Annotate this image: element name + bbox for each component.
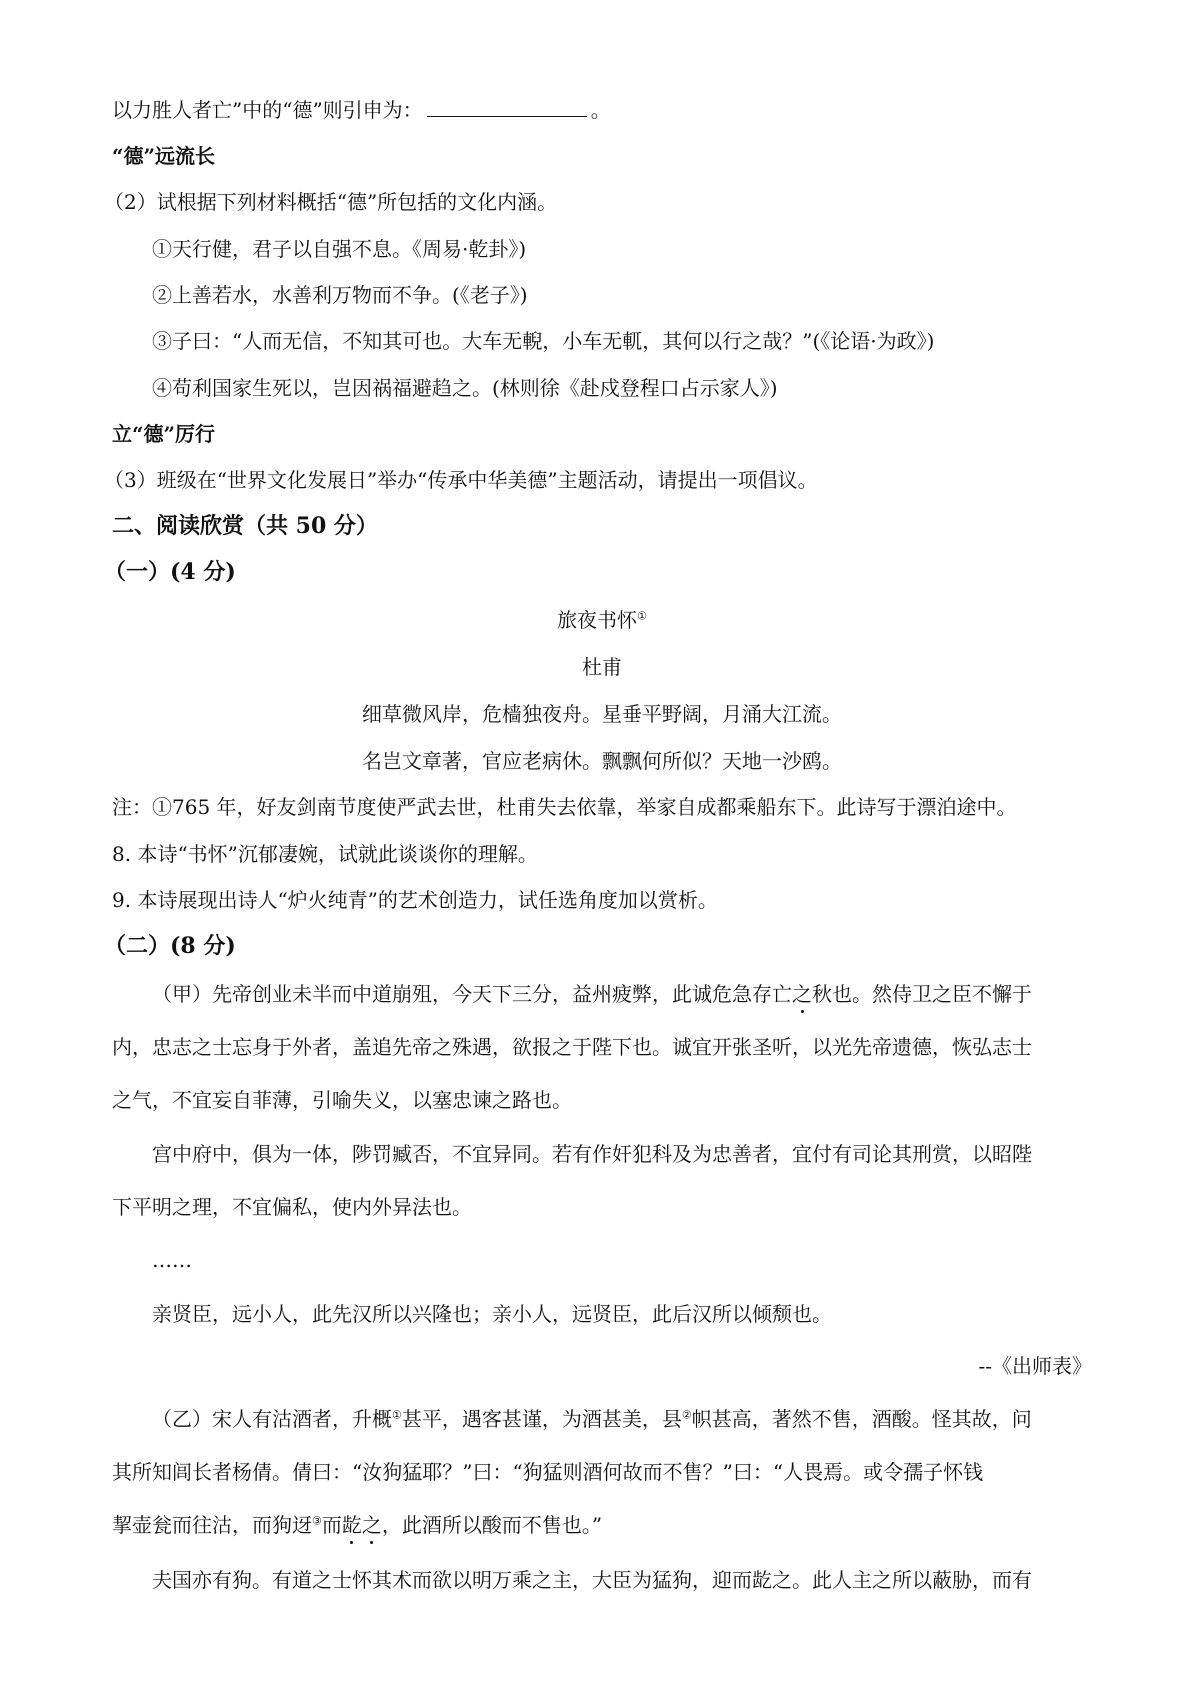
- material-2: ②上善若水，水善利万物而不争。(《老子》): [152, 283, 528, 307]
- passage-text: 而: [321, 1513, 342, 1537]
- passage-text: （乙）宋人有沽酒者，升概: [152, 1407, 392, 1431]
- passage-jia-p1-line-2: 内，忠志之士忘身于外者，盖追先帝之殊遇，欲报之于陛下也。诚宜开张圣听，以光先帝遗德，恢弘志士: [112, 1035, 1032, 1059]
- passage-jia-p3: 亲贤臣，远小人，此先汉所以兴隆也；亲小人，远贤臣，此后汉所以倾颓也。: [152, 1302, 832, 1326]
- question-9: 9. 本诗展现出诗人“炉火纯青”的艺术创造力，试任选角度加以赏析。: [112, 888, 718, 912]
- passage-jia-p2-line-1: 宫中府中，俱为一体，陟罚臧否，不宜异同。若有作奸犯科及为忠善者，宜付有司论其刑赏，以昭陛: [152, 1142, 1032, 1166]
- passage-yi-line-2: 其所知闾长者杨倩。倩曰：“汝狗猛耶？”曰：“狗猛则酒何故而不售？”曰：“人畏焉。或令孺子怀钱: [112, 1460, 984, 1484]
- poem-title-text: 旅夜书怀: [557, 608, 638, 632]
- heading-de-yuan-liu-chang: “德”远流长: [112, 144, 216, 168]
- passage-text: 秋也。然侍卫之臣不懈于: [812, 982, 1032, 1006]
- passage-text: 甚平，遇客甚谨，为酒甚美，县: [401, 1407, 682, 1431]
- section-two-heading: 二、阅读欣赏（共 50 分）: [112, 513, 378, 539]
- note-mark-3: ③: [312, 1514, 322, 1528]
- passage-jia-p2-line-2: 下平明之理，不宜偏私，使内外异法也。: [112, 1195, 472, 1219]
- passage-yi-line-1: [152, 1405, 1132, 1433]
- passage-ellipsis: ……: [152, 1248, 192, 1272]
- passage-text: 挈壶瓮而往沽，而狗迓: [112, 1513, 312, 1537]
- passage-jia-p1-line-1: [152, 980, 1092, 1008]
- poem-author: 杜甫: [582, 655, 622, 679]
- question-3: （3）班级在“世界文化发展日”举办“传承中华美德”主题活动，请提出一项倡议。: [104, 468, 818, 492]
- passage-jia-p1-line-3: 之气，不宜妄自菲薄，引喻失义，以塞忠谏之路也。: [112, 1088, 572, 1112]
- material-4: ④苟利国家生死以，岂因祸福避趋之。(林则徐《赴戍登程口占示家人》): [152, 376, 778, 400]
- poem-note: 注：①765 年，好友剑南节度使严武去世，杜甫失去依靠，举家自成都乘船东下。此诗写于漂泊途中。: [112, 795, 1017, 819]
- note-mark-2: ②: [681, 1408, 692, 1422]
- passage-yi-line-3: [112, 1511, 1092, 1539]
- answer-blank[interactable]: [427, 98, 587, 117]
- question-7-end: 。: [590, 98, 611, 122]
- poem-line-2: 名岂文章著，官应老病休。飘飘何所似？天地一沙鸥。: [362, 749, 842, 773]
- part-one-heading: （一）(4 分): [104, 559, 236, 585]
- question-7-text: 以力胜人者亡”中的“德”则引申为：: [112, 98, 423, 122]
- question-8: 8. 本诗“书怀”沉郁凄婉，试就此谈谈你的理解。: [112, 842, 538, 866]
- part-two-heading: （二）(8 分): [104, 933, 236, 959]
- passage-jia-source: --《出师表》: [978, 1354, 1092, 1378]
- poem-title: [112, 606, 1092, 634]
- note-mark-1: ①: [392, 1408, 402, 1422]
- poem-title-note-mark: ①: [637, 609, 647, 623]
- material-1: ①天行健，君子以自强不息。《周易·乾卦》): [152, 237, 527, 261]
- passage-yi-line-4: 夫国亦有狗。有道之士怀其术而欲以明万乘之主，大臣为猛狗，迎而龁之。此人主之所以蔽胁，而有: [152, 1568, 1032, 1592]
- dotted-char: 之: [361, 1513, 382, 1537]
- material-3: ③子曰：“人而无信，不知其可也。大车无輗，小车无軏，其何以行之哉？”(《论语·为政》): [152, 329, 935, 353]
- dotted-char: 龁: [341, 1513, 362, 1537]
- dotted-char: 之: [792, 982, 812, 1006]
- poem-line-1: 细草微风岸，危樯独夜舟。星垂平野阔，月涌大江流。: [362, 702, 842, 726]
- passage-text: 帜甚高，著然不售，酒酸。怪其故，问: [691, 1407, 1032, 1431]
- heading-li-de-li-xing: 立“德”厉行: [112, 422, 216, 446]
- passage-text: （甲）先帝创业未半而中道崩殂，今天下三分，益州疲弊，此诚危急存亡: [152, 982, 792, 1006]
- question-7-tail: [112, 96, 1092, 124]
- passage-text: ，此酒所以酸而不售也。”: [381, 1513, 603, 1537]
- question-2: （2）试根据下列材料概括“德”所包括的文化内涵。: [104, 190, 558, 214]
